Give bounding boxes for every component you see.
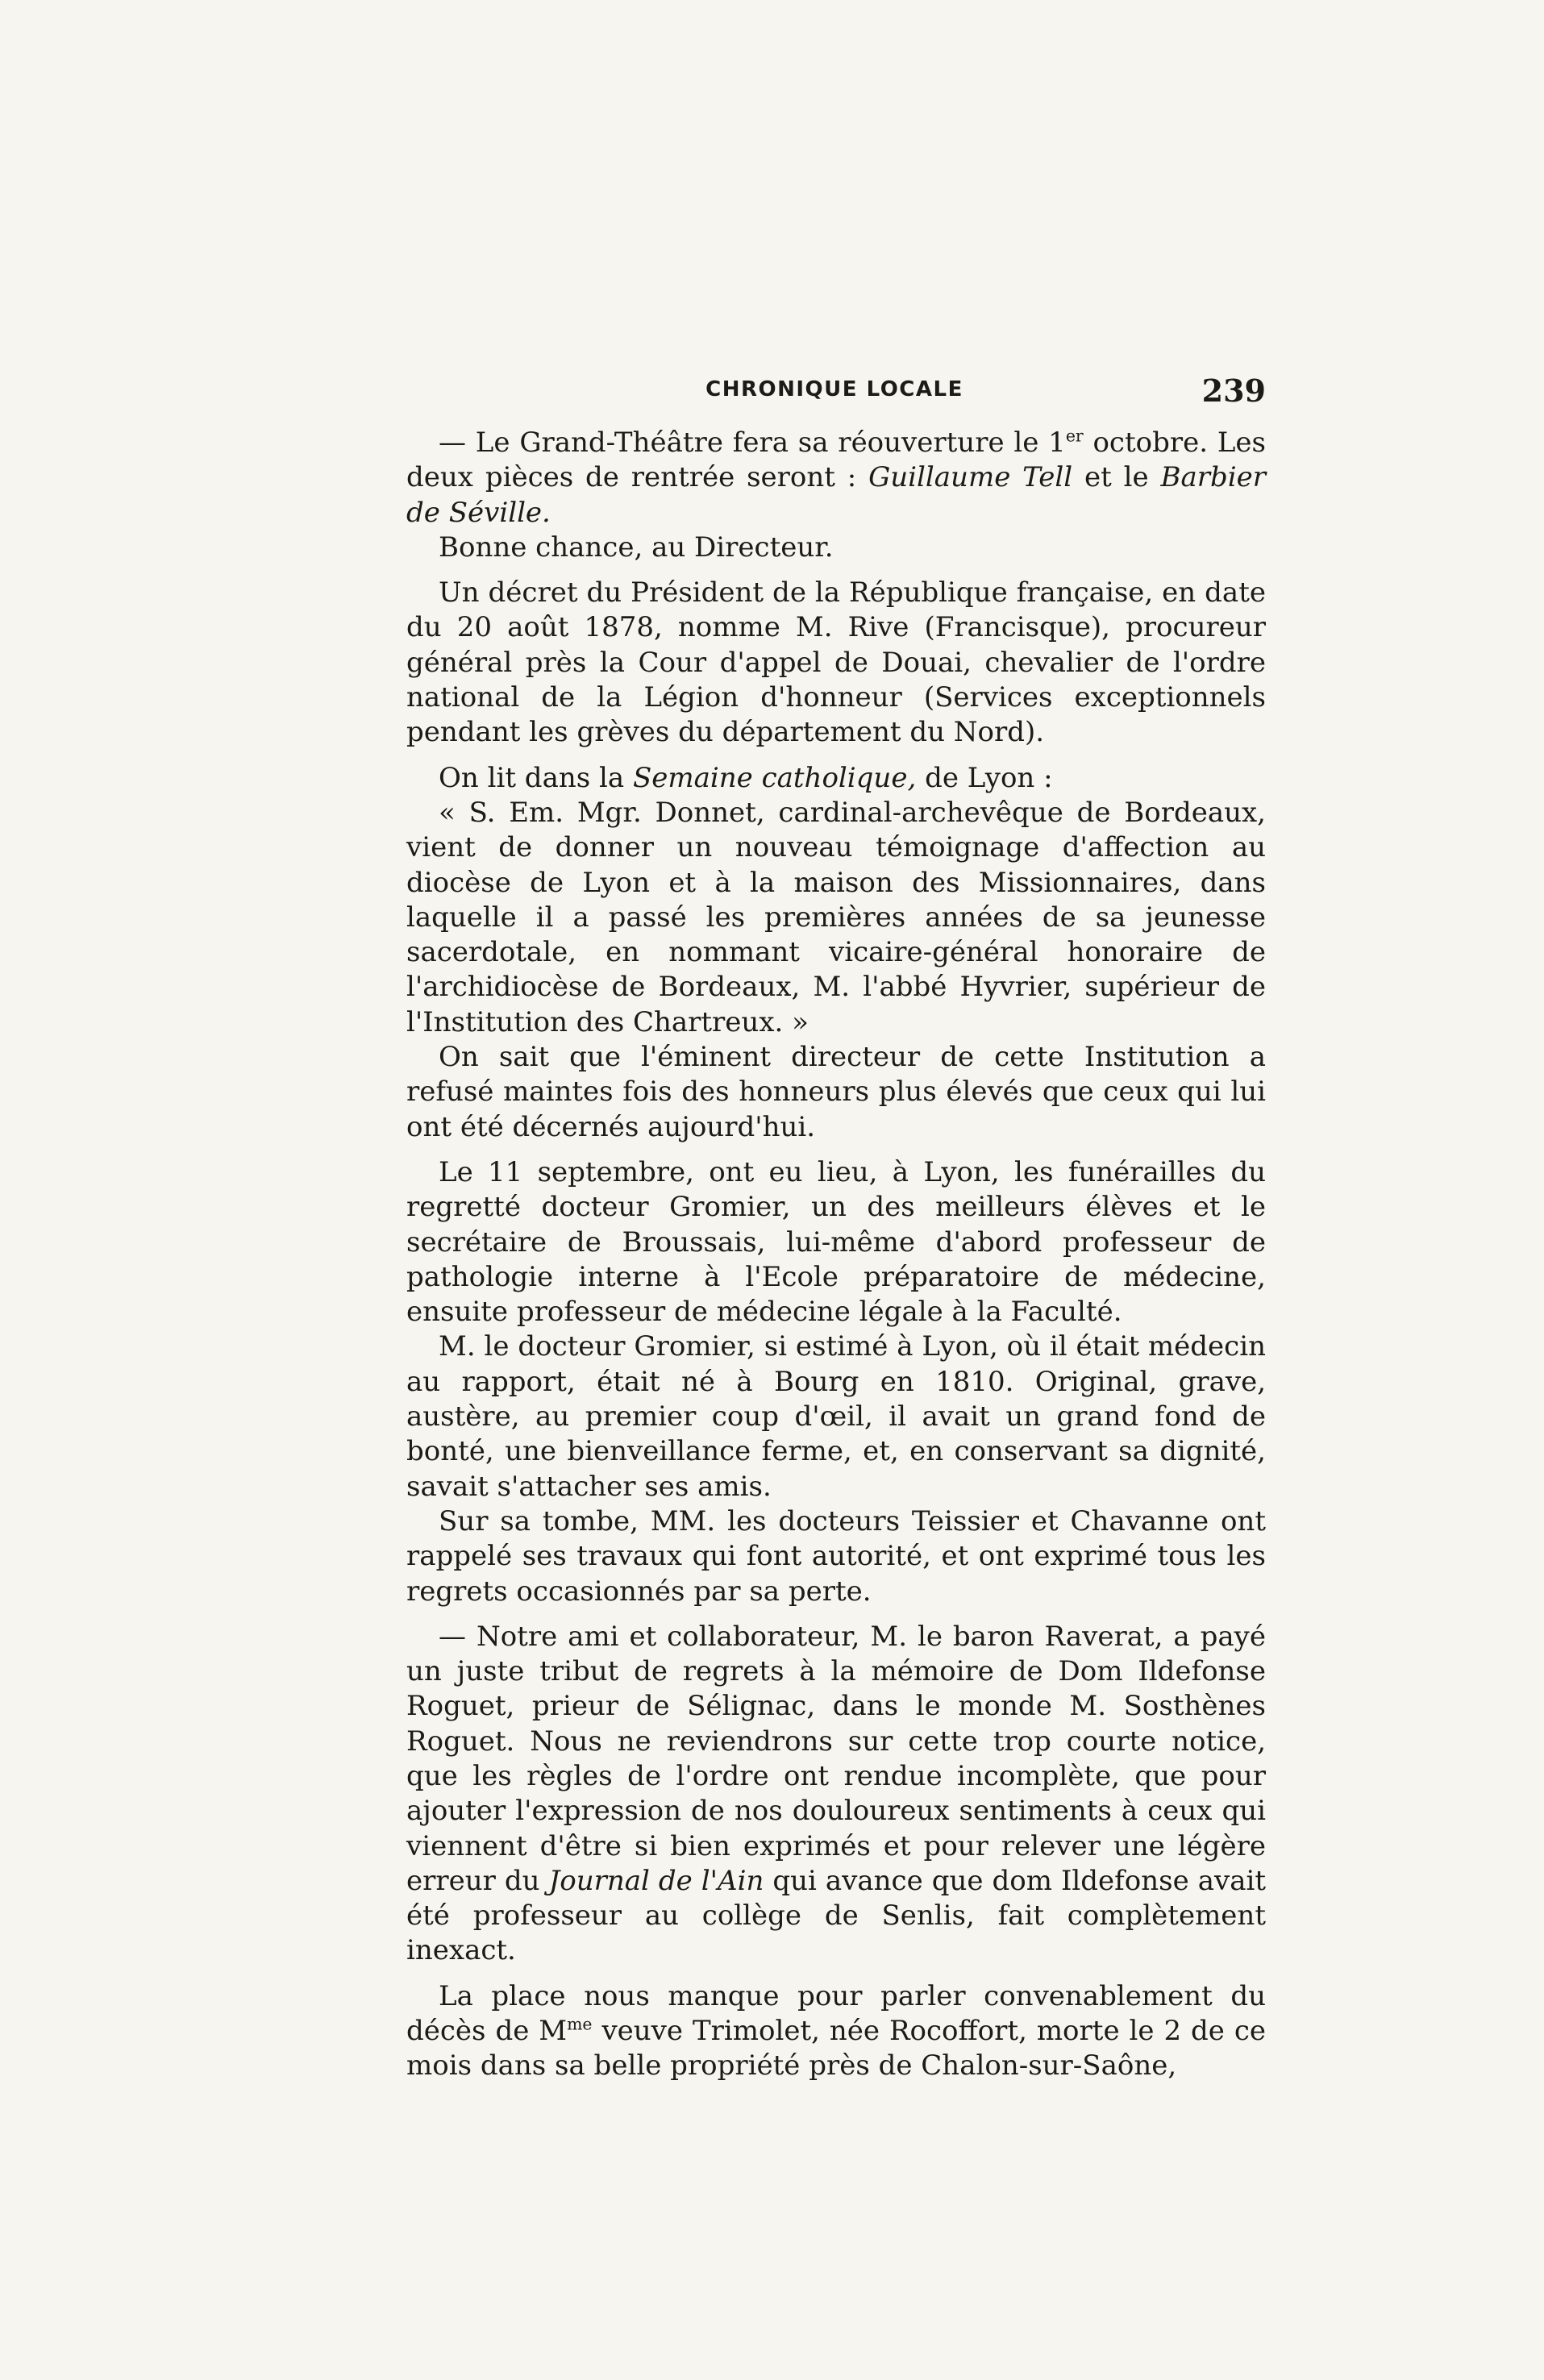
paragraph-eminent-directeur: On sait que l'éminent directeur de cette Institution a refusé maintes fois des honneurs plus élevés que ceux qui lui ont été décernés aujourd'hui. xyxy=(406,1041,1266,1143)
running-title: CHRONIQUE LOCALE xyxy=(705,377,963,402)
page-number: 239 xyxy=(1201,372,1266,409)
paragraph-decret: Un décret du Président de la République française, en date du 20 août 1878, nomme M. Rive (Francisque), procureur général près la Cour d'appel de Douai, chevalier de l'ordre national de la Légion d'honneur (Services exceptionnels pendant les grèves du département du Nord). xyxy=(406,576,1266,749)
paragraph-semaine-catholique: On lit dans la Semaine catholique, de Lyon : xyxy=(439,761,1053,794)
paragraph-trimolet: La place nous manque pour parler convenablement du décès de $M^{me}$ veuve Trimolet, née Rocoffort, morte le 2 de ce mois dans sa belle propriété près de Chalon-sur-Saône, xyxy=(406,1979,1267,2082)
paragraph-bonne-chance: Bonne chance, au Directeur. xyxy=(439,531,834,564)
paragraph-quotation: « S. Em. Mgr. Donnet, cardinal-archevêque de Bordeaux, vient de donner un nouveau témoignage d'affection au diocèse de Lyon et à la maison des Missionnaires, dans laquelle il a passé les premières années de sa jeunesse sacerdotale, en nommant vicaire-général honoraire de l'archidiocèse de Bordeaux, M. l'abbé Hyvrier, supérieur de l'Institution des Chartreux. » xyxy=(406,796,1266,1038)
paragraph-funerailles: Le 11 septembre, ont eu lieu, à Lyon, les funérailles du regretté docteur Gromier, un des meilleurs élèves et le secrétaire de Broussais, lui-même d'abord professeur de pathologie interne à l'Ecole préparatoire de médecine, ensuite professeur de médecine légale à la Faculté. xyxy=(406,1155,1266,1329)
paragraph-tombe: Sur sa tombe, MM. les docteurs Teissier et Chavanne ont rappelé ses travaux qui font autorité, et ont exprimé tous les regrets occasionnés par sa perte. xyxy=(406,1504,1266,1608)
paragraph-raverat: — Notre ami et collaborateur, M. le baron Raverat, a payé un juste tribut de regrets à la mémoire de Dom Ildefonse Roguet, prieur de Sélignac, dans le monde M. Sosthènes Roguet. Nous ne reviendrons sur cette trop courte notice, que les règles de l'ordre ont rendue incomplète, que pour ajouter l'expression de nos douloureux sentiments à ceux qui viennent d'être si bien exprimés et pour relever une légère erreur du Journal de l'Ain qui avance que dom Ildefonse avait été professeur au collège de Senlis, fait complètement inexact. xyxy=(406,1620,1266,1967)
paragraph-grand-theatre: — Le Grand-Théâtre fera sa réouverture le 1er octobre. Les deux pièces de rentrée seront : Guillaume Tell et le Barbier de Séville. xyxy=(406,426,1266,529)
body-text xyxy=(406,426,1266,2084)
paragraph-gromier: M. le docteur Gromier, si estimé à Lyon, où il était médecin au rapport, était né à Bourg en 1810. Original, grave, austère, au premier coup d'œil, il avait un grand fond de bonté, une bienveillance ferme, et, en conservant sa dignité, savait s'attacher ses amis. xyxy=(406,1330,1266,1503)
page-header xyxy=(403,372,1266,421)
